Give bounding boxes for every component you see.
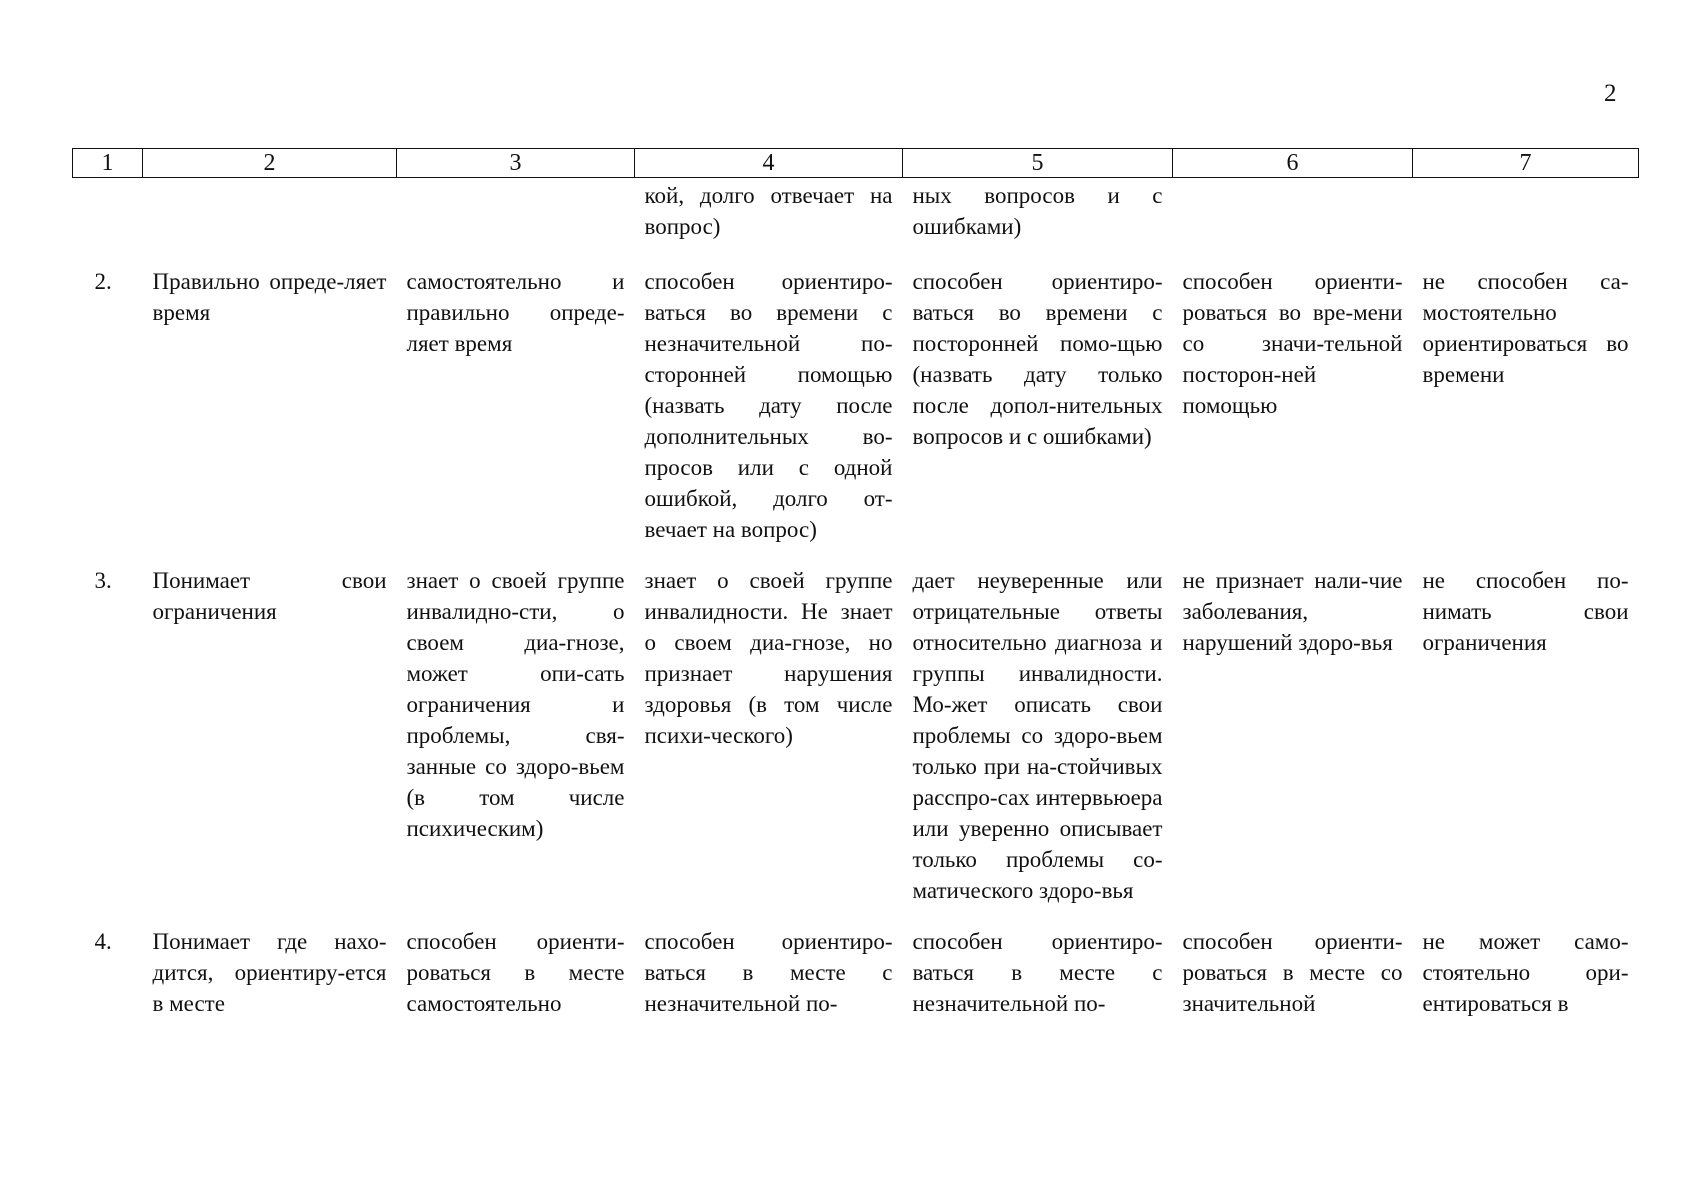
level-cell: способен ориентиро-ваться в месте с незначительной по- <box>644 929 893 1016</box>
level-cell: дает неуверенные или отрицательные ответы относительно диагноза и группы инвалидности. Мо-жет описать свои проблемы со здоро-вьем только при на-стойчивых расспро-сах интервьюера или уверенно описывает только проблемы со-матического здоро-вья <box>912 568 1163 903</box>
level-cell: кой, долго отвечает на вопрос) <box>644 183 893 239</box>
page-number: 2 <box>1604 80 1617 107</box>
header-row <box>73 149 1639 178</box>
level-cell: способен ориентиро-ваться во времени с посторонней помо-щью (назвать дату только после допол-нительных вопросов и с ошибками) <box>912 269 1163 449</box>
level-cell: не способен са-мостоятельно ориентироваться во времени <box>1422 269 1629 387</box>
assessment-table <box>72 148 1639 1039</box>
header-cell: 4 <box>635 149 903 178</box>
level-cell: способен ориенти-роваться в месте самостоятельно <box>406 929 625 1016</box>
header-cell: 5 <box>903 149 1173 178</box>
criterion-cell: Понимает свои ограничения <box>152 568 387 624</box>
table-row <box>73 260 1639 565</box>
header-cell: 2 <box>143 149 397 178</box>
level-cell: ных вопросов и с ошибками) <box>912 183 1163 239</box>
level-cell <box>1173 178 1413 261</box>
level-cell: способен ориентиро-ваться в месте с незначительной по- <box>912 929 1163 1016</box>
row-number: 3. <box>94 568 112 593</box>
row-number: 4. <box>94 929 112 954</box>
level-cell: способен ориенти-роваться во вре-мени со значи-тельной посторон-ней помощью <box>1182 269 1403 418</box>
level-cell <box>397 178 635 261</box>
header-cell: 7 <box>1413 149 1639 178</box>
table-row <box>73 565 1639 926</box>
level-cell <box>1413 178 1639 261</box>
level-cell: не способен по-нимать свои ограничения <box>1422 568 1629 655</box>
table-row <box>73 926 1639 1039</box>
criterion-cell: Понимает где нахо-дится, ориентиру-ется в месте <box>152 929 387 1016</box>
row-number <box>73 178 143 261</box>
table-row <box>73 178 1639 261</box>
level-cell: знает о своей группе инвалидности. Не знает о своем диа-гнозе, но признает нарушения здоровья (в том числе психи-ческого) <box>644 568 893 748</box>
criterion-cell <box>143 178 397 261</box>
level-cell: не может само-стоятельно ори-ентироваться в <box>1422 929 1629 1016</box>
level-cell: знает о своей группе инвалидно-сти, о своем диа-гнозе, может опи-сать ограничения и проблемы, свя-занные со здоро-вьем (в том числе психическим) <box>406 568 625 841</box>
criterion-cell: Правильно опреде-ляет время <box>152 269 387 325</box>
header-cell: 6 <box>1173 149 1413 178</box>
level-cell: не признает нали-чие заболевания, нарушений здоро-вья <box>1182 568 1403 655</box>
level-cell: способен ориенти-роваться в месте со значительной <box>1182 929 1403 1016</box>
header-cell: 1 <box>73 149 143 178</box>
level-cell: самостоятельно и правильно опреде-ляет время <box>406 269 625 356</box>
row-number: 2. <box>94 269 112 294</box>
header-cell: 3 <box>397 149 635 178</box>
level-cell: способен ориентиро-ваться во времени с незначительной по-сторонней помощью (назвать дату после дополнительных во-просов или с одной ошибкой, долго от-вечает на вопрос) <box>644 269 893 542</box>
